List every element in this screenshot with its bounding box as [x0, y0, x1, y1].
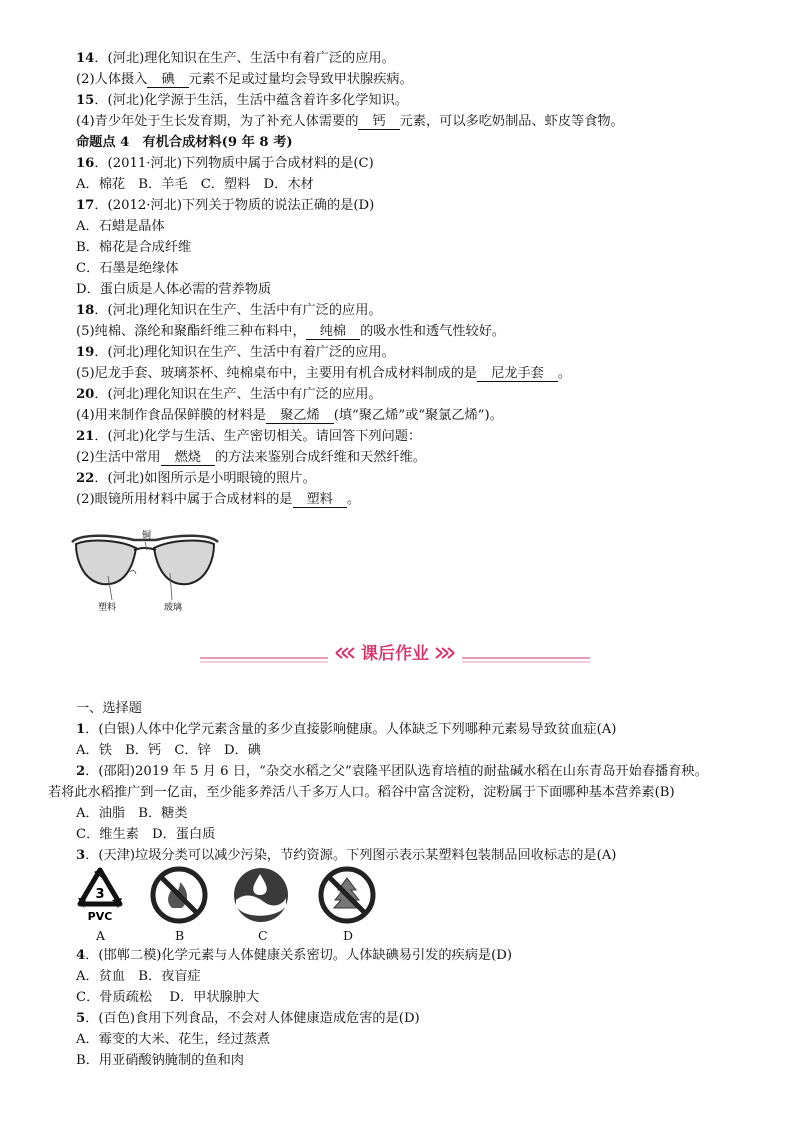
homework-question-2-cont: 若将此水稻推广到一亿亩，至少能多养活八千多万人口。稻谷中富含淀粉，淀粉属于下面哪种基本营养素(B): [48, 785, 675, 800]
lens-reflection: [130, 570, 136, 574]
banner-title: 课后作业: [361, 644, 429, 664]
homework-question-3: [76, 847, 616, 865]
question-18: [76, 302, 382, 320]
question-16-options: A．棉花 B．羊毛 C．塑料 D．木材: [76, 177, 314, 192]
sub-text: (2)眼镜所用材料中属于合成材料的是: [76, 492, 293, 507]
question-source: ．(邯郸二模): [85, 948, 162, 963]
homework-question-4-options-cd: C．骨质疏松 D．甲状腺肿大: [76, 990, 260, 1005]
sub-text: (2)人体摄入: [76, 72, 148, 87]
no-logging-icon: [318, 866, 376, 924]
icon-label-b: B: [175, 928, 185, 943]
sub-text: 。: [557, 366, 572, 381]
answer-blank: 塑料: [293, 492, 347, 508]
question-16: [76, 155, 374, 173]
question-source: ．(百色): [85, 1011, 136, 1026]
question-source: ．(河北): [94, 303, 145, 318]
no-burning-icon: [150, 866, 208, 924]
question-stem: 垃圾分类可以减少污染，节约资源。下列图示表示某塑料包装制品回收标志的是(A): [135, 848, 617, 863]
option-a: A．石蜡是晶体: [76, 219, 165, 234]
question-15: [76, 92, 408, 110]
question-22: [76, 470, 316, 488]
sub-text: 的方法来鉴别合成纤维和天然纤维。: [215, 450, 426, 465]
question-source: ．(河北): [94, 51, 145, 66]
question-20: [76, 386, 382, 404]
question-21: [76, 428, 421, 446]
question-21-sub: [76, 449, 426, 467]
option-d: D．蛋白质是人体必需的营养物质: [76, 282, 272, 297]
homework-question-1: [76, 721, 616, 739]
icon-label-d: D: [343, 928, 354, 943]
question-18-sub: [76, 323, 505, 341]
homework-question-2-options-ab: A．油脂 B．糖类: [76, 806, 188, 821]
answer-blank: 尼龙手套: [477, 366, 558, 382]
sub-text: (4)青少年处于生长发育期，为了补充人体需要的: [76, 114, 359, 129]
question-15-sub: [76, 113, 624, 131]
question-number: 19: [76, 345, 95, 360]
homework-question-4: [76, 947, 512, 965]
question-stem: 理化知识在生产、生活中有广泛的应用。: [144, 387, 382, 402]
question-17: [76, 197, 374, 215]
homework-question-2: [76, 763, 708, 781]
answer-blank: 碘: [147, 72, 188, 88]
homework-question-5: [76, 1010, 420, 1028]
question-number: 22: [76, 471, 95, 486]
option-c: C．石墨是绝缘体: [76, 261, 179, 276]
pvc-text: PVC: [87, 910, 113, 923]
sub-text: (5)尼龙手套、玻璃茶杯、纯棉桌布中，主要用有机合成材料制成的是: [76, 366, 478, 381]
question-stem: 理化知识在生产、生活中有着广泛的应用。: [144, 345, 395, 360]
question-number: 15: [76, 93, 95, 108]
sub-text: 。: [346, 492, 361, 507]
question-number: 2: [76, 764, 86, 779]
question-source: ．(河北): [94, 429, 145, 444]
option-a: A．霉变的大米、花生，经过蒸煮: [76, 1032, 271, 1047]
answer-blank: 钙: [358, 114, 399, 130]
answer-blank: 聚乙烯: [266, 408, 334, 424]
question-stem: 化学与生活、生产密切相关。请回答下列问题：: [144, 429, 422, 444]
sub-text: (填“聚乙烯”或“聚氯乙烯”)。: [333, 408, 503, 423]
question-source: ．(河北): [94, 93, 145, 108]
question-number: 21: [76, 429, 95, 444]
question-stem: 人体中化学元素含量的多少直接影响健康。人体缺乏下列哪种元素易导致贫血症(A): [135, 722, 617, 737]
question-number: 20: [76, 387, 95, 402]
question-number: 5: [76, 1011, 86, 1026]
question-stem: 下列关于物质的说法正确的是(D): [181, 198, 375, 213]
question-number: 1: [76, 722, 86, 737]
question-number: 17: [76, 198, 95, 213]
sub-text: (4)用来制作食品保鲜膜的材料是: [76, 408, 267, 423]
homework-question-1-options: A．铁 B．钙 C．锌 D．碘: [76, 743, 261, 758]
option-b: B．用亚硝酸钠腌制的鱼和肉: [76, 1053, 244, 1068]
question-source: ．(天津): [85, 848, 136, 863]
left-lens: [76, 541, 136, 585]
question-stem: 下列物质中属于合成材料的是(C): [181, 156, 374, 171]
question-14-sub: [76, 71, 413, 89]
glasses-figure: [70, 528, 220, 616]
pvc-recycle-icon: [72, 866, 128, 924]
homework-banner: [200, 638, 590, 668]
question-source: ．(2011·河北): [94, 156, 182, 171]
question-number: 3: [76, 848, 86, 863]
section-choice-heading: 一、选择题: [76, 701, 142, 716]
section-heading-point-4: 命题点 4 有机合成材料(9 年 8 考): [76, 135, 293, 150]
recycle-number: 3: [95, 887, 105, 902]
question-source: ．(河北): [94, 387, 145, 402]
question-source: ．(白银): [85, 722, 136, 737]
question-source: ．(河北): [94, 471, 145, 486]
icon-label-c: C: [258, 928, 268, 943]
question-source: ．(河北): [94, 345, 145, 360]
question-stem: 理化知识在生产、生活中有广泛的应用。: [144, 303, 382, 318]
question-stem: 食用下列食品，不会对人体健康造成危害的是(D): [135, 1011, 420, 1026]
homework-question-4-options-ab: A．贫血 B．夜盲症: [76, 969, 201, 984]
sub-text: (2)生活中常用: [76, 450, 161, 465]
label-plastic: 塑料: [98, 603, 117, 613]
question-stem: 理化知识在生产、生活中有着广泛的应用。: [144, 51, 395, 66]
question-stem: 化学元素与人体健康关系密切。人体缺碘易引发的疾病是(D): [161, 948, 512, 963]
question-22-sub: [76, 491, 360, 509]
answer-blank: 燃烧: [161, 450, 215, 466]
option-b: B．棉花是合成纤维: [76, 240, 192, 255]
question-stem: 2019 年 5 月 6 日，“杂交水稻之父”袁隆平团队选育培植的耐盐碱水稻在山东青岛开始春播育秧。: [135, 764, 708, 779]
right-lens: [154, 541, 214, 585]
question-19: [76, 344, 395, 362]
question-source: ．(邵阳): [85, 764, 136, 779]
sub-text: 的吸水性和透气性较好。: [360, 324, 506, 339]
question-stem: 如图所示是小明眼镜的照片。: [144, 471, 316, 486]
question-number: 18: [76, 303, 95, 318]
question-19-sub: [76, 365, 571, 383]
label-copper: 铜: [142, 531, 152, 541]
label-glass: 玻璃: [164, 603, 183, 613]
question-20-sub: [76, 407, 503, 425]
question-number: 16: [76, 156, 95, 171]
sub-text: 元素不足或过量均会导致甲状腺疾病。: [188, 72, 413, 87]
question-14: [76, 50, 395, 68]
homework-question-2-options-cd: C．维生素 D．蛋白质: [76, 827, 216, 842]
question-number: 14: [76, 51, 95, 66]
sub-text: (5)纯棉、涤纶和聚酯纤维三种布料中，: [76, 324, 306, 339]
question-stem: 化学源于生活，生活中蕴含着许多化学知识。: [144, 93, 408, 108]
answer-blank: 纯棉: [306, 324, 360, 340]
water-saving-icon: [232, 866, 290, 924]
sub-text: 元素，可以多吃奶制品、虾皮等食物。: [399, 114, 624, 129]
nose-bridge: [134, 548, 156, 550]
icon-label-a: A: [96, 928, 106, 943]
question-source: ．(2012·河北): [94, 198, 182, 213]
question-number: 4: [76, 948, 86, 963]
